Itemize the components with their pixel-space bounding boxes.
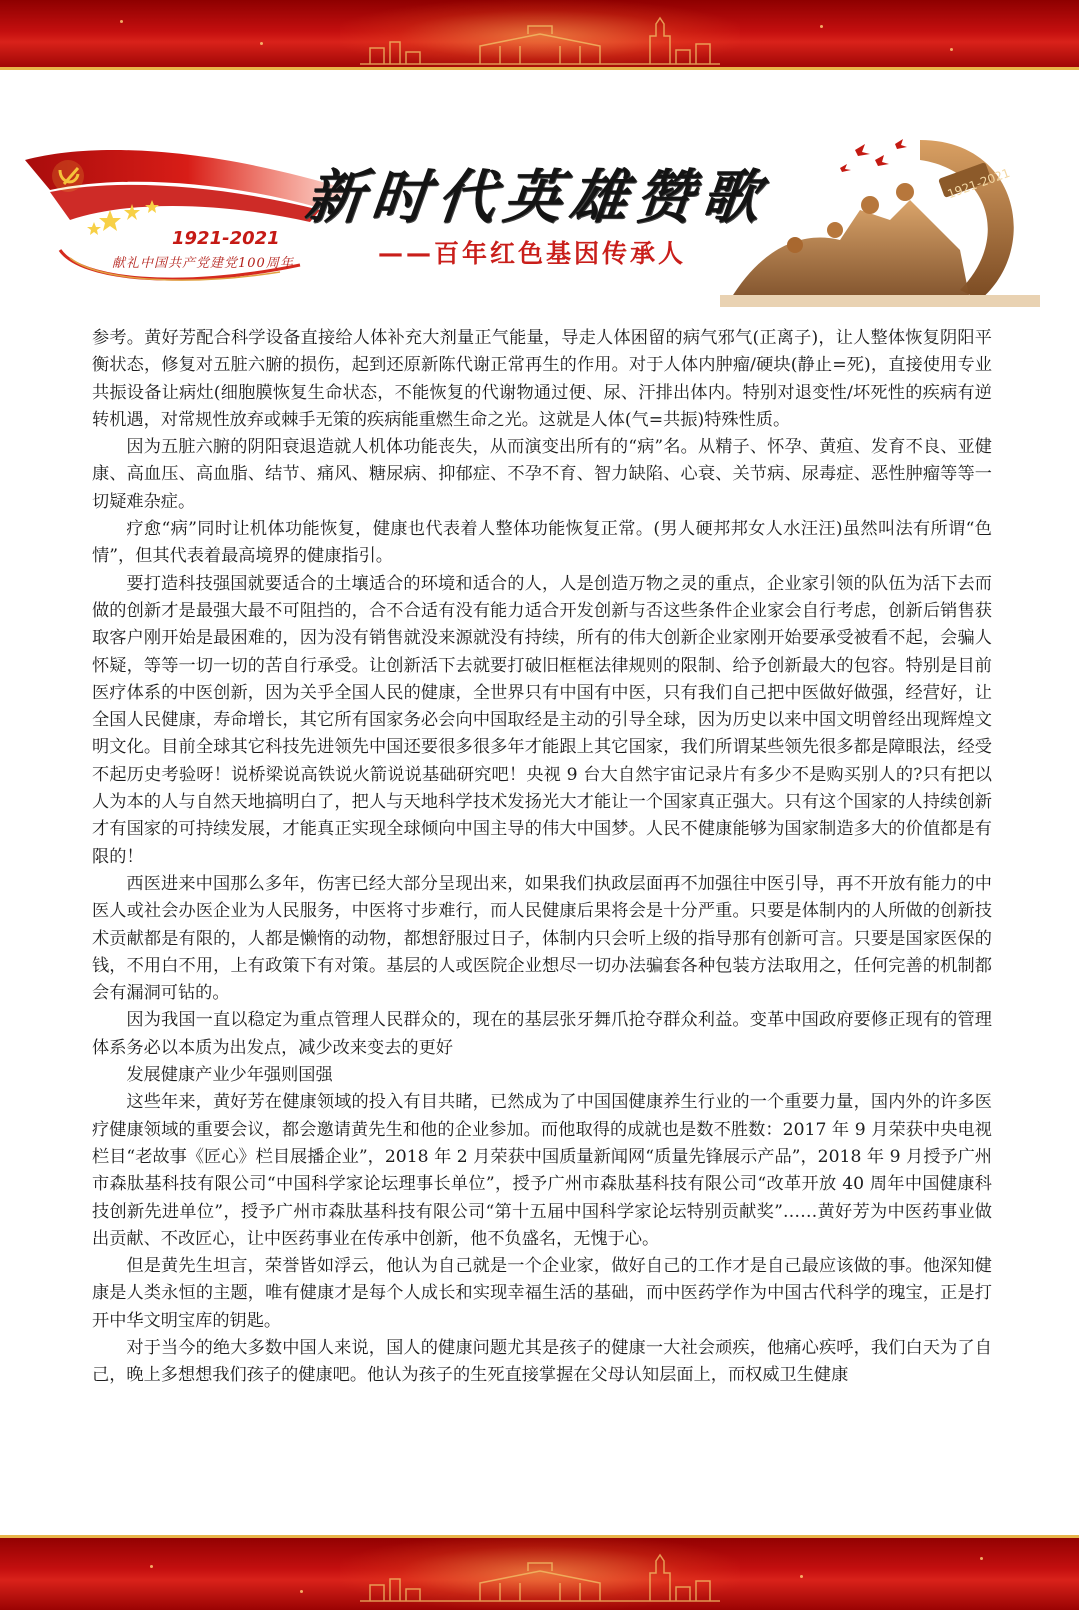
banner-title: 新时代英雄赞歌 xyxy=(301,163,772,231)
sparkle xyxy=(980,1557,983,1560)
sparkle xyxy=(150,1565,153,1568)
header-banner xyxy=(20,130,1060,315)
article-paragraph: 参考。黄好芳配合科学设备直接给人体补充大剂量正气能量，导走人体困留的病气邪气(正离子)，让人整体恢复阴阳平衡状态，修复对五脏六腑的损伤，起到还原新陈代谢正常再生的作用。对于人体内肿瘤/硬块(静止=死)，直接使用专业共振设备让病灶(细胞膜恢复生命状态，不能恢复的代谢物通过便、尿、汗排出体内。特别对退变性/坏死性的疾病有逆转机遇，对常规性放弃或棘手无策的疾病能重燃生命之光。这就是人体(气=共振)特殊性质。 xyxy=(92,328,992,430)
sparkle xyxy=(950,48,953,51)
banner-dedication: 献礼中国共产党建党100周年 xyxy=(112,256,294,271)
article-paragraph: 但是黄先生坦言，荣誉皆如浮云，他认为自己就是一个企业家，做好自己的工作才是自己最应该做的事。他深知健康是人类永恒的主题，唯有健康才是每个人成长和实现幸福生活的基础，而中医药学作为中国古代科学的瑰宝，正是打开中华文明宝库的钥匙。 xyxy=(92,1256,992,1331)
article-paragraph: 对于当今的绝大多数中国人来说，国人的健康问题尤其是孩子的健康一大社会顽疾，他痛心疾呼，我们白天为了自己，晚上多想想我们孩子的健康吧。他认为孩子的生死直接掌握在父母认知层面上，而权威卫生健康 xyxy=(92,1337,992,1386)
band-gold-line xyxy=(0,67,1079,70)
monument-years: 1921-2021 xyxy=(945,165,1012,202)
sparkle xyxy=(300,1590,303,1593)
top-decorative-band xyxy=(0,0,1079,70)
article-body xyxy=(92,325,992,1390)
skyline-icon xyxy=(360,16,720,66)
article-paragraph: 因为五脏六腑的阴阳衰退造就人机体功能丧失，从而演变出所有的“病”名。从精子、怀孕、黄疸、发育不良、亚健康、高血压、高血脂、结节、痛风、糖尿病、抑郁症、不孕不育、智力缺陷、心衰、关节病、尿毒症、恶性肿瘤等等一切疑难杂症。 xyxy=(92,437,992,512)
sparkle xyxy=(800,1575,803,1578)
hammer-sickle-monument-icon xyxy=(720,130,1050,310)
article-paragraph: 疗愈“病”同时让机体功能恢复，健康也代表着人整体功能恢复正常。(男人硬邦邦女人水汪汪)虽然叫法有所谓“色情”，但其代表着最高境界的健康指引。 xyxy=(92,519,992,567)
skyline-icon xyxy=(360,1553,720,1603)
dove-icon xyxy=(840,139,907,172)
sparkle xyxy=(260,42,263,45)
article-section-heading: 发展健康产业少年强则国强 xyxy=(126,1065,333,1086)
article-paragraph: 这些年来，黄好芳在健康领域的投入有目共睹，已然成为了中国国健康养生行业的一个重要力量，国内外的许多医疗健康领域的重要会议，都会邀请黄先生和他的企业参加。而他取得的成就也是数不胜数：2017 年 9 月荣获中央电视栏目“老故事《匠心》栏目展播企业”，2018 年 2 月荣获中国质量新闻网“质量先锋展示产品”，2018 年 9 月授予广州市森肽基科技有限公司“中国科学家论坛理事长单位”，授予广州市森肽基科技有限公司“改革开放 40 周年中国健康科技创新先进单位”，授予广州市森肽基科技有限公司“第十五届中国科学家论坛特别贡献奖”……黄好芳为中医药事业做出贡献、不改匠心，让中医药事业在传承中创新，他不负盛名，无愧于心。 xyxy=(92,1092,992,1249)
article-paragraph: 因为我国一直以稳定为重点管理人民群众的，现在的基层张牙舞爪抢夺群众利益。变革中国政府要修正现有的管理体系务必以本质为出发点，减少改来变去的更好 xyxy=(92,1010,992,1058)
sparkle xyxy=(820,25,823,28)
article-paragraph: 要打造科技强国就要适合的土壤适合的环境和适合的人，人是创造万物之灵的重点，企业家引领的队伍为活下去而做的创新才是最强大最不可阻挡的，合不合适有没有能力适合开发创新与否这些条件企业家会自行考虑，创新后销售获取客户刚开始是最困难的，因为没有销售就没来源就没有持续，所有的伟大创新企业家刚开始要承受被看不起，会骗人怀疑，等等一切一切的苦自行承受。让创新活下去就要打破旧框框法律规则的限制、给予创新最大的包容。特别是目前医疗体系的中医创新，因为关乎全国人民的健康，全世界只有中国有中医，只有我们自己把中医做好做强，经营好，让全国人民健康，寿命增长，其它所有国家务必会向中国取经是主动的引导全球，因为历史以来中国文明曾经出现辉煌文明文化。目前全球其它科技先进领先中国还要很多很多年才能跟上其它国家，我们所谓某些领先很多都是障眼法，经受不起历史考验呀！说桥梁说高铁说火箭说说基础研究吧！央视 9 台大自然宇宙记录片有多少不是购买别人的?只有把以人为本的人与自然天地搞明白了，把人与天地科学技术发扬光大才能让一个国家真正强大。只有这个国家的人持续创新才有国家的可持续发展，才能真正实现全球倾向中国主导的伟大中国梦。人民不健康能够为国家制造多大的价值都是有限的！ xyxy=(92,573,992,867)
banner-years: 1921-2021 xyxy=(172,228,280,249)
bottom-decorative-band xyxy=(0,1535,1079,1610)
party-emblem-icon xyxy=(52,160,84,192)
article-paragraph: 西医进来中国那么多年，伤害已经大部分呈现出来，如果我们执政层面再不加强往中医引导，再不开放有能力的中医人或社会办医企业为人民服务，中医将寸步难行，而人民健康后果将会是十分严重。只要是体制内的人所做的创新技术贡献都是有限的，人都是懒惰的动物，都想舒服过日子，体制内只会听上级的指导那有创新可言。只要是国家医保的钱，不用白不用，上有政策下有对策。基层的人或医院企业想尽一切办法骗套各种包装方法取用之，任何完善的机制都会有漏洞可钻的。 xyxy=(92,873,992,1004)
banner-subtitle: ——百年红色基因传承人 xyxy=(378,239,687,268)
sparkle xyxy=(120,20,123,23)
